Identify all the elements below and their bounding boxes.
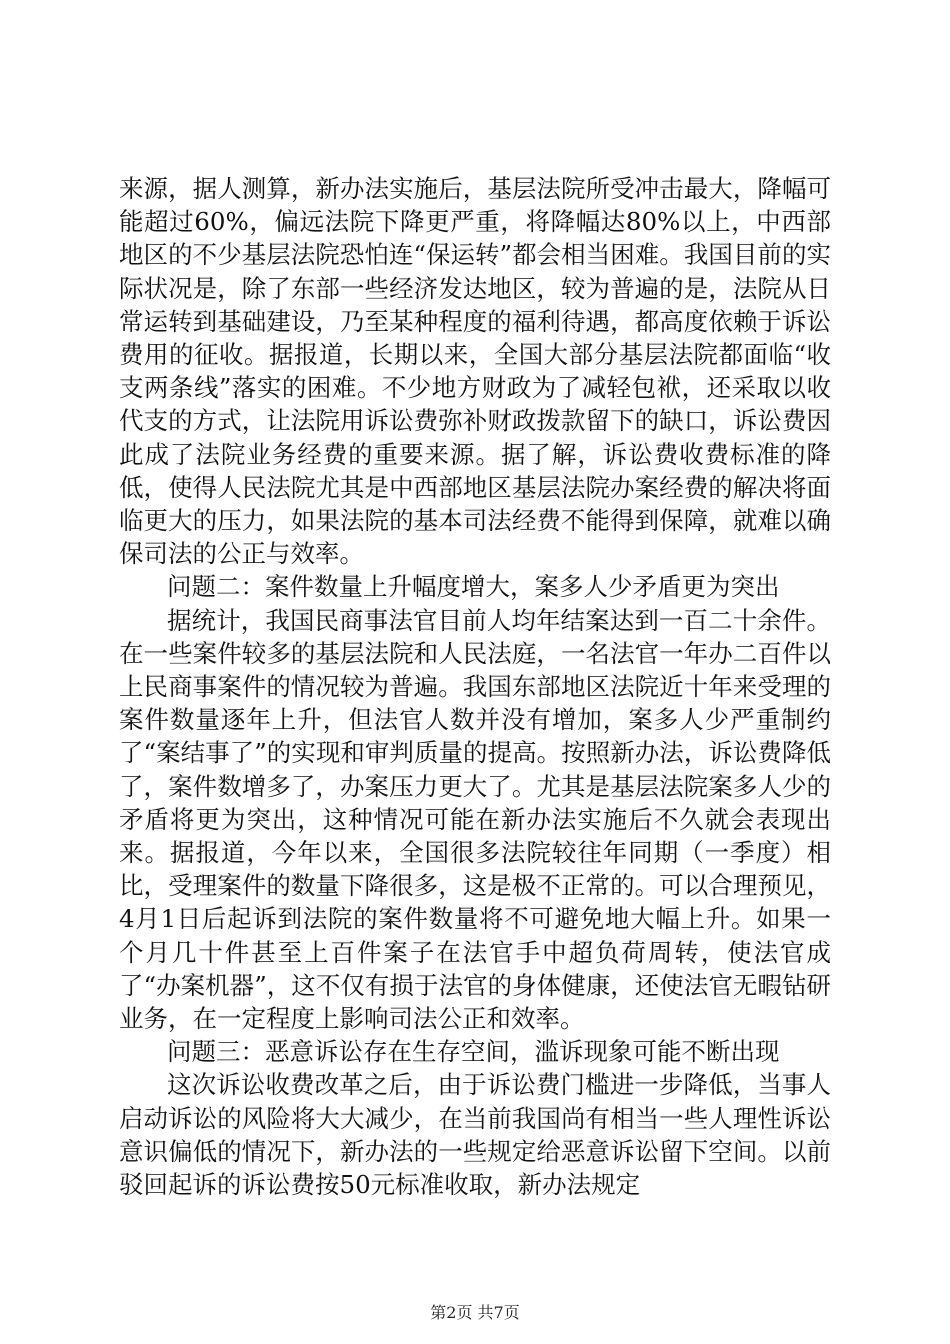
document-body <box>119 172 831 1201</box>
paragraph-continued: 来源，据人测算，新办法实施后，基层法院所受冲击最大，降幅可能超过60%，偏远法院下降更严重，将降幅达80%以上，中西部地区的不少基层法院恐怕连“保运转”都会相当困难。我国目前的实际状况是，除了东部一些经济发达地区，较为普遍的是，法院从日常运转到基础建设，乃至某种程度的福利待遇，都高度依赖于诉讼费用的征收。据报道，长期以来，全国大部分基层法院都面临“收支两条线”落实的困难。不少地方财政为了减轻包袱，还采取以收代支的方式，让法院用诉讼费弥补财政拨款留下的缺口，诉讼费因此成了法院业务经费的重要来源。据了解，诉讼费收费标准的降低，使得人民法院尤其是中西部地区基层法院办案经费的解决将面临更大的压力，如果法院的基本司法经费不能得到保障，就难以确保司法的公正与效率。 <box>119 174 831 569</box>
paragraph: 据统计，我国民商事法官目前人均年结案达到一百二十余件。在一些案件较多的基层法院和人民法庭，一名法官一年办二百件以上民商事案件的情况较为普遍。我国东部地区法院近十年来受理的案件数量逐年上升，但法官人数并没有增加，案多人少严重制约了“案结事了”的实现和审判质量的提高。按照新办法，诉讼费降低了，案件数增多了，办案压力更大了。尤其是基层法院案多人少的矛盾将更为突出，这种情况可能在新办法实施后不久就会表现出来。据报道，今年以来，全国很多法院较往年同期（一季度）相比，受理案件的数量下降很多，这是极不正常的。可以合理预见，4月1日后起诉到法院的案件数量将不可避免地大幅上升。如果一个月几十件甚至上百件案子在法官手中超负荷周转，使法官成了“办案机器”，这不仅有损于法官的身体健康，还使法官无暇钻研业务，在一定程度上影响司法公正和效率。 <box>119 605 831 1034</box>
paragraph: 这次诉讼收费改革之后，由于诉讼费门槛进一步降低，当事人启动诉讼的风险将大大减少，在当前我国尚有相当一些人理性诉讼意识偏低的情况下，新办法的一些规定给恶意诉讼留下空间。以前驳回起诉的诉讼费按50元标准收取，新办法规定 <box>119 1070 831 1200</box>
page-footer: 第2页 共7页 <box>430 1303 520 1322</box>
section-heading-2: 问题二：案件数量上升幅度增大，案多人少矛盾更为突出 <box>167 572 780 602</box>
section-heading-3: 问题三：恶意诉讼存在生存空间，滥诉现象可能不断出现 <box>167 1037 780 1067</box>
